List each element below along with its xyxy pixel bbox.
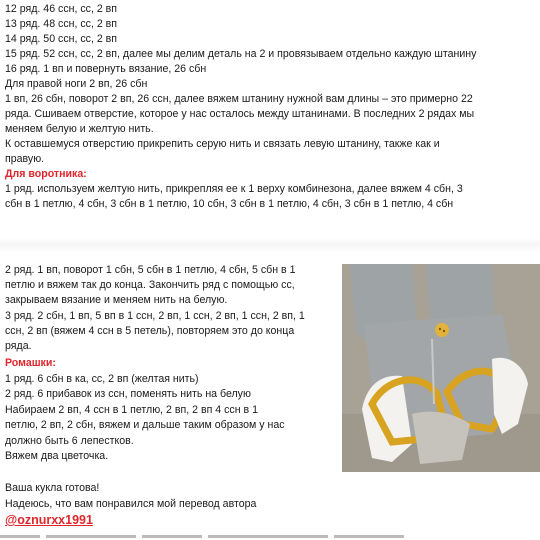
author-handle[interactable]: @oznurxx1991: [5, 513, 93, 527]
text-line: ссн, 2 вп (вяжем 4 ссн в 5 петель), повторяем это до конца: [5, 325, 295, 337]
text-line: 1 вп, 26 сбн, поворот 2 вп, 26 ссн, далее вяжем штанину нужной вам длины – это примерно 22: [5, 93, 473, 105]
text-line: 2 ряд. 6 прибавок из ссн, поменять нить на белую: [5, 388, 251, 400]
text-line: сбн в 1 петлю, 4 сбн, 3 сбн в 1 петлю, 10 сбн, 3 сбн в 1 петлю, 4 сбн, 3 сбн в 1 петлю, 4 сбн: [5, 198, 454, 210]
text-line: закрываем вязание и меняем нить на белую.: [5, 294, 228, 306]
crochet-overalls-image: [342, 264, 540, 472]
section-divider: [0, 238, 540, 254]
thanks-text: Надеюсь, что вам понравился мой перевод автора: [5, 498, 257, 510]
text-line: 14 ряд. 50 ссн, сс, 2 вп: [5, 33, 118, 45]
text-line: К оставшемуся отверстию прикрепить серую нить и связать левую штанину, также как и: [5, 138, 440, 150]
text-line: 12 ряд. 46 ссн, сс, 2 вп: [5, 3, 118, 15]
text-line: петлю и вяжем так до конца. Закончить ряд с помощью сс,: [5, 279, 295, 291]
text-line: ряда.: [5, 340, 32, 352]
text-line: 3 ряд. 2 сбн, 1 вп, 5 вп в 1 ссн, 2 вп, 1 ссн, 2 вп, 1 ссн, 2 вп, 1: [5, 310, 305, 322]
text-line: Для правой ноги 2 вп, 26 сбн: [5, 78, 148, 90]
text-line: 1 ряд. 6 сбн в ка, сс, 2 вп (желтая нить): [5, 373, 199, 385]
text-line: меняем белую и желтую нить.: [5, 123, 154, 135]
text-line: 16 ряд. 1 вп и повернуть вязание, 26 сбн: [5, 63, 207, 75]
text-line: правую.: [5, 153, 45, 165]
done-text: Ваша кукла готова!: [5, 482, 100, 494]
text-line: 2 ряд. 1 вп, поворот 1 сбн, 5 сбн в 1 петлю, 4 сбн, 5 сбн в 1: [5, 264, 296, 276]
text-line: Набираем 2 вп, 4 ссн в 1 петлю, 2 вп, 2 вп 4 ссн в 1: [5, 404, 258, 416]
text-line: должно быть 6 лепестков.: [5, 435, 134, 447]
text-line: 13 ряд. 48 ссн, сс, 2 вп: [5, 18, 118, 30]
top-text-section: [0, 0, 540, 238]
text-line: 1 ряд. используем желтую нить, прикрепляя ее к 1 верху комбинезона, далее вяжем 4 сбн, 3: [5, 183, 463, 195]
crochet-photo: [342, 264, 540, 472]
chamomile-heading: Ромашки:: [5, 357, 56, 369]
text-line: петлю, 2 вп, 2 сбн, вяжем и дальше таким образом у нас: [5, 419, 285, 431]
cut-off-bottom-line: [0, 533, 540, 540]
text-line: Вяжем два цветочка.: [5, 450, 109, 462]
collar-heading: Для воротника:: [5, 168, 87, 180]
text-line: 15 ряд. 52 ссн, сс, 2 вп, далее мы делим деталь на 2 и провязываем отдельно каждую штанину: [5, 48, 477, 60]
text-line: ряда. Сшиваем отверстие, которое у нас осталось между штанинами. В последних 2 рядах мы: [5, 108, 475, 120]
